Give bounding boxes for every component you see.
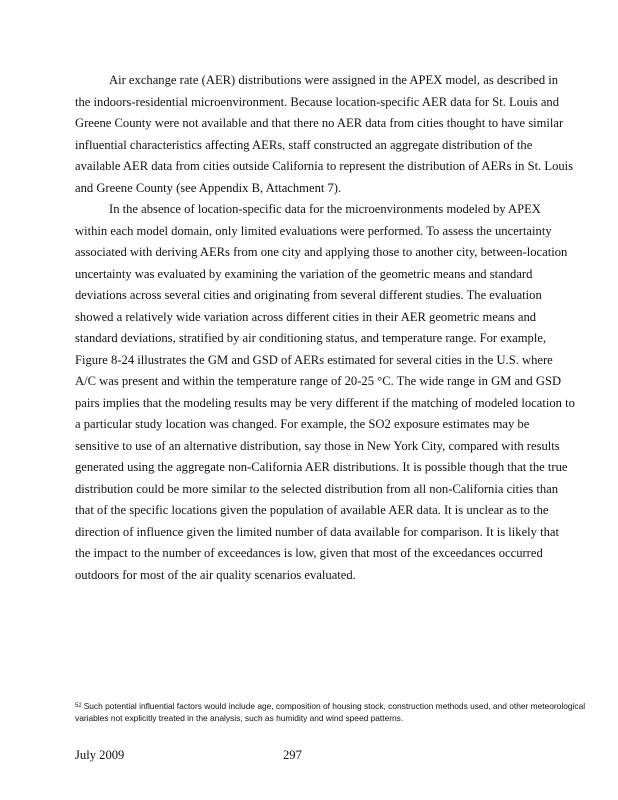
footnote (75, 700, 595, 724)
paragraph-uncertainty-evaluation: In the absence of location-specific data for the microenvironments modeled by APEX within each model domain, only limited evaluations were performed. To assess the uncertainty associated with deriving AERs from one city and applying those to another city, between-location uncertainty was evaluated by examining the variation of the geometric means and standard deviations across several cities and originating from several different studies. The evaluation showed a relatively wide variation across different cities in their AER geometric means and standard deviations, stratified by air conditioning status, and temperature range. For example, Figure 8-24 illustrates the GM and GSD of AERs estimated for several cities in the U.S. where A/C was present and within the temperature range of 20-25 °C. The wide range in GM and GSD pairs implies that the modeling results may be very different if the matching of modeled location to a particular study location was changed. For example, the SO2 exposure estimates may be sensitive to use of an alternative distribution, say those in New York City, compared with results generated using the aggregate non-California AER distributions. It is possible though that the true distribution could be more similar to the selected distribution from all non-California cities than that of the specific locations given the population of available AER data. It is unclear as to the direction of influence given the limited number of data available for comparison. It is likely that the impact to the number of exceedances is low, given that most of the exceedances occurred outdoors for most of the air quality scenarios evaluated. (75, 202, 575, 582)
footnote-text: Such potential influential factors would include age, composition of housing stock, construction methods used, and other meteorological variables not explicitly treated in the analysis, such as humidity and wind speed patterns. (75, 701, 586, 723)
body-text (75, 70, 575, 586)
page-number: 297 (283, 748, 302, 762)
footer-date: July 2009 (75, 748, 125, 762)
paragraph-aer-distributions: Air exchange rate (AER) distributions were assigned in the APEX model, as described in the indoors-residential microenvironment. Because location-specific AER data for St. Louis and Greene County were not available and that there no AER data from cities thought to have similar influential characteristics affecting AERs, staff constructed an aggregate distribution of the available AER data from cities outside California to represent the distribution of AERs in St. Louis and Greene County (see Appendix B, Attachment 7). (75, 73, 574, 195)
footnote-number: 52 (75, 703, 82, 709)
